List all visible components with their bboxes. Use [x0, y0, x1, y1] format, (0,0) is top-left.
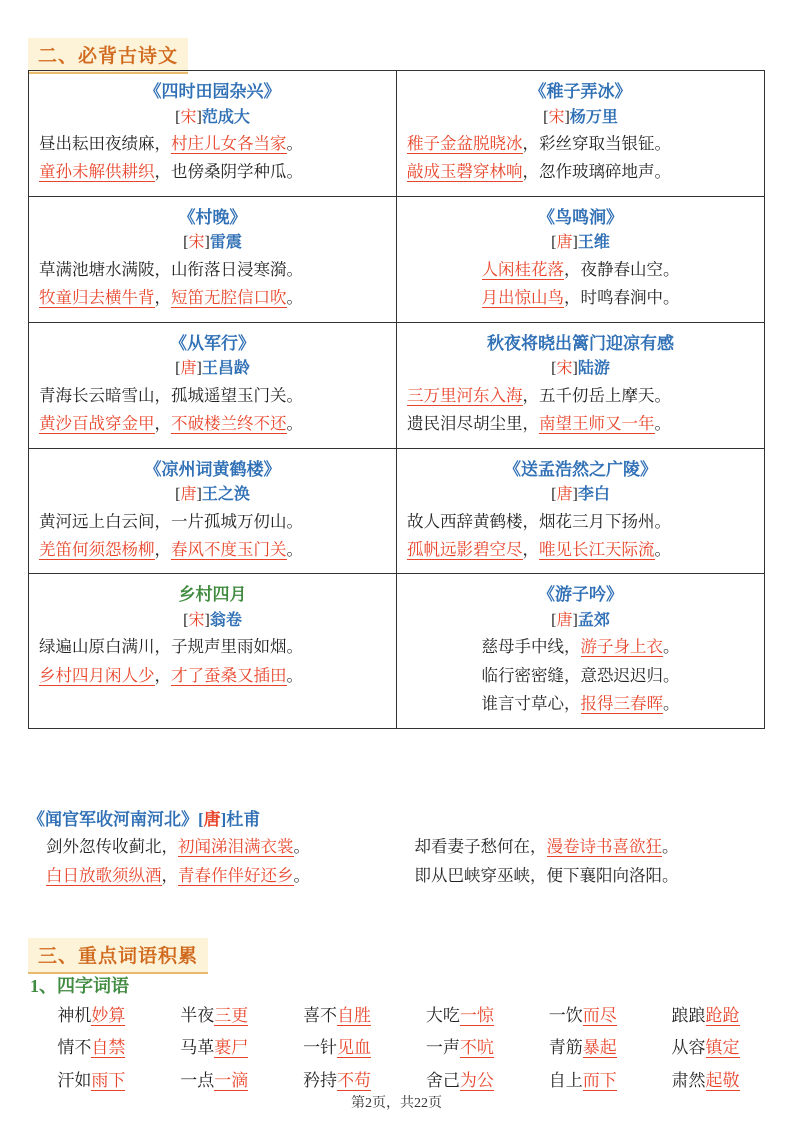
poem-author: [407, 608, 754, 634]
bottom-poem-right-column: [397, 833, 766, 890]
plain-text: ，: [154, 288, 171, 308]
plain-text: 神机: [57, 1006, 92, 1025]
poem-cell: [397, 448, 765, 574]
plain-text: ，: [154, 665, 171, 685]
word-item: [644, 1000, 767, 1032]
plain-text: 自上: [548, 1070, 583, 1090]
poem-dynasty: [宋]: [175, 108, 202, 126]
plain-text: 一饮: [548, 1006, 583, 1025]
word-item: [30, 1000, 153, 1032]
highlighted-text: 南望王师又一年: [539, 414, 655, 434]
highlighted-text: 妙算: [91, 1006, 126, 1025]
word-item: [30, 1032, 153, 1064]
plain-text: 草满池塘水满陂，山衔落日浸寒漪。: [39, 259, 303, 279]
plain-text: 昼出耘田夜绩麻，: [39, 134, 171, 154]
plain-text: 。: [286, 414, 303, 434]
bottom-poem-header: [28, 806, 765, 833]
poem-row: [29, 71, 765, 197]
word-item: [521, 1032, 644, 1064]
plain-text: 。: [293, 865, 310, 885]
highlighted-text: 雨下: [91, 1070, 126, 1090]
word-item: [644, 1032, 767, 1064]
word-item: [398, 1000, 521, 1032]
highlighted-text: 乡村四月闲人少: [39, 665, 155, 685]
poem-title: 《村晚》: [178, 207, 247, 227]
highlighted-text: 游子身上衣: [580, 637, 663, 657]
highlighted-text: 不吭: [459, 1038, 494, 1058]
highlighted-text: 三更: [214, 1006, 249, 1025]
bottom-poem-body: [28, 833, 765, 890]
highlighted-text: 漫卷诗书喜欲狂: [546, 837, 662, 857]
page-footer: 第2页，共22页: [351, 1096, 442, 1111]
poem-dynasty: [宋]: [183, 234, 210, 252]
highlighted-text: 人闲桂花落: [481, 259, 564, 279]
plain-text: 青筋: [548, 1038, 583, 1058]
highlighted-text: 黄沙百战穿金甲: [39, 414, 155, 434]
poem-line: [407, 536, 754, 564]
plain-text: ，: [522, 540, 539, 559]
poem-author-name: 翁卷: [209, 611, 242, 629]
highlighted-text: 三万里河东入海: [407, 385, 523, 405]
bottom-poem-author: 杜甫: [226, 810, 261, 829]
plain-text: 。: [286, 665, 303, 685]
poem-author-name: 李白: [577, 486, 610, 504]
word-row: [30, 1000, 770, 1032]
plain-text: 慈母手中线，: [481, 637, 581, 657]
poem-title: 秋夜将晓出篱门迎凉有感: [487, 333, 674, 353]
highlighted-text: 镇定: [705, 1038, 740, 1058]
words-section-header-wrap: [0, 938, 208, 974]
highlighted-text: 而下: [582, 1070, 617, 1090]
poem-line: [39, 130, 386, 158]
plain-text: 遗民泪尽胡尘里，: [407, 414, 539, 434]
poem-author-name: 王维: [577, 234, 610, 252]
plain-text: 一点: [180, 1070, 215, 1090]
poem-author: [407, 230, 754, 256]
poem-cell: [397, 574, 765, 728]
highlighted-text: 跄跄: [705, 1006, 740, 1025]
poem-author-name: 王之涣: [201, 486, 250, 504]
poem-author-name: 雷震: [209, 234, 242, 252]
poem-author: [407, 105, 754, 131]
poem-dynasty: [唐]: [551, 486, 578, 504]
poem-line: [407, 130, 754, 158]
poem-author: [39, 105, 386, 131]
plain-text: 青海长云暗雪山，孤城遥望玉门关。: [39, 385, 303, 405]
poem-author: [407, 356, 754, 382]
poem-cell: [397, 196, 765, 322]
highlighted-text: 而尽: [582, 1006, 617, 1025]
poem-line: [39, 633, 386, 661]
poem-row: [29, 574, 765, 728]
poem-dynasty: [唐]: [551, 611, 578, 629]
plain-text: 即从巴峡穿巫峡，便下襄阳向洛阳。: [414, 865, 679, 885]
highlighted-text: 裹尸: [214, 1038, 249, 1058]
highlighted-text: 为公: [459, 1070, 494, 1090]
poem-table-body: [29, 71, 765, 729]
highlighted-text: 不破楼兰终不还: [171, 414, 287, 434]
plain-text: 。: [286, 288, 303, 308]
highlighted-text: 短笛无腔信口吹: [171, 288, 287, 308]
plain-text: ，夜静春山空。: [564, 259, 680, 279]
highlighted-text: 见血: [337, 1038, 372, 1058]
highlighted-text: 童孙未解供耕织: [39, 162, 155, 182]
highlighted-text: 不苟: [337, 1070, 372, 1090]
plain-text: 。: [293, 837, 310, 857]
poem-author-name: 陆游: [577, 360, 610, 378]
poem-line: [39, 382, 386, 410]
plain-text: ，彩丝穿取当银钲。: [522, 134, 671, 154]
plain-text: 剑外忽传收蓟北，: [46, 837, 178, 857]
plain-text: 大吃: [425, 1006, 460, 1025]
bottom-poem-dynasty: [唐]: [198, 810, 227, 829]
bottom-poem: [28, 806, 765, 890]
poem-line: [407, 410, 754, 438]
poem-author: [39, 230, 386, 256]
highlighted-text: 才了蚕桑又插田: [171, 665, 287, 685]
plain-text: 谁言寸草心，: [481, 694, 581, 714]
poem-author-name: 孟郊: [577, 611, 610, 629]
poem-line: [39, 256, 386, 284]
plain-text: 情不: [57, 1038, 92, 1058]
highlighted-text: 月出惊山鸟: [481, 288, 564, 308]
poem-cell: [29, 322, 397, 448]
plain-text: 汗如: [57, 1070, 92, 1090]
plain-text: 半夜: [180, 1006, 215, 1025]
highlighted-text: 羌笛何须怨杨柳: [39, 540, 155, 559]
bottom-poem-left-column: [28, 833, 397, 890]
poem-line: [407, 284, 754, 312]
plain-text: 。: [663, 637, 680, 657]
plain-text: 肃然: [671, 1070, 706, 1090]
highlighted-text: 村庄儿女各当家: [171, 134, 287, 154]
poem-dynasty: [宋]: [543, 108, 570, 126]
poem-dynasty: [唐]: [175, 486, 202, 504]
poem-author-name: 杨万里: [569, 108, 618, 126]
word-row: [30, 1032, 770, 1064]
poem-dynasty: [唐]: [551, 234, 578, 252]
plain-text: ，忽作玻璃碎地声。: [522, 162, 671, 182]
poetry-section-header: 二、必背古诗文: [28, 38, 188, 74]
plain-text: ，: [154, 414, 171, 434]
plain-text: 临行密密缝，意恐迟迟归。: [481, 665, 680, 685]
poem-title: 《稚子弄冰》: [529, 82, 632, 101]
word-item: [153, 1000, 276, 1032]
poem-line: [397, 833, 766, 861]
poem-author: [407, 482, 754, 508]
words-section-header: 三、重点词语积累: [28, 938, 208, 974]
poem-title: 乡村四月: [178, 585, 247, 605]
highlighted-text: 稚子金盆脱晓冰: [407, 134, 523, 154]
poem-line: [39, 410, 386, 438]
word-list: [30, 1000, 770, 1097]
highlighted-text: 一滴: [214, 1070, 249, 1090]
plain-text: 。: [654, 414, 671, 434]
poem-cell: [29, 448, 397, 574]
poem-line: [407, 633, 754, 661]
plain-text: 一针: [303, 1038, 338, 1058]
poem-author-name: 王昌龄: [201, 360, 250, 378]
highlighted-text: 自胜: [337, 1006, 372, 1025]
highlighted-text: 青春作伴好还乡: [178, 865, 294, 885]
highlighted-text: 起敬: [705, 1070, 740, 1090]
poem-line: [39, 284, 386, 312]
plain-text: ，: [154, 540, 171, 559]
plain-text: 。: [662, 837, 679, 857]
highlighted-text: 报得三春晖: [580, 694, 663, 714]
plain-text: 矜持: [303, 1070, 338, 1090]
poem-dynasty: [唐]: [175, 360, 202, 378]
plain-text: 踉踉: [671, 1006, 706, 1025]
plain-text: 。: [663, 694, 680, 714]
poem-dynasty: [宋]: [551, 360, 578, 378]
highlighted-text: 初闻涕泪满衣裳: [178, 837, 294, 857]
plain-text: ，也傍桑阴学种瓜。: [154, 162, 303, 182]
poem-cell: [29, 196, 397, 322]
plain-text: ，: [161, 865, 178, 885]
poem-cell: [397, 322, 765, 448]
plain-text: 绿遍山原白满川，子规声里雨如烟。: [39, 637, 303, 657]
plain-text: ，五千仞岳上摩天。: [522, 385, 671, 405]
poem-line: [39, 158, 386, 186]
poem-line: [28, 862, 397, 890]
poem-line: [39, 662, 386, 690]
highlighted-text: 一惊: [459, 1006, 494, 1025]
poem-author: [39, 608, 386, 634]
poem-row: [29, 322, 765, 448]
poem-title: 《四时田园杂兴》: [144, 82, 281, 101]
plain-text: 马革: [180, 1038, 215, 1058]
plain-text: 。: [286, 134, 303, 154]
poem-title: 《从军行》: [170, 333, 255, 353]
poem-line: [28, 833, 397, 861]
poem-line: [39, 536, 386, 564]
poem-row: [29, 196, 765, 322]
plain-text: 故人西辞黄鹤楼，烟花三月下扬州。: [407, 511, 671, 531]
plain-text: ，时鸣春涧中。: [564, 288, 680, 308]
plain-text: 舍己: [425, 1070, 460, 1090]
plain-text: 从容: [671, 1038, 706, 1058]
highlighted-text: 暴起: [582, 1038, 617, 1058]
word-item: [276, 1032, 399, 1064]
poem-author: [39, 482, 386, 508]
highlighted-text: 孤帆远影碧空尽: [407, 540, 523, 559]
highlighted-text: 牧童归去横牛背: [39, 288, 155, 308]
plain-text: 。: [286, 540, 303, 559]
bottom-poem-title: 《闻官军收河南河北》: [28, 810, 198, 829]
word-item: [276, 1000, 399, 1032]
highlighted-text: 白日放歌须纵酒: [46, 865, 162, 885]
poem-row: [29, 448, 765, 574]
highlighted-text: 唯见长江天际流: [539, 540, 655, 559]
poem-title: 《凉州词黄鹤楼》: [144, 459, 281, 479]
poem-cell: [29, 574, 397, 728]
highlighted-text: 自禁: [91, 1038, 126, 1058]
poem-line: [397, 862, 766, 890]
plain-text: 却看妻子愁何在，: [414, 837, 547, 857]
highlighted-text: 春风不度玉门关: [171, 540, 287, 559]
plain-text: 喜不: [303, 1006, 338, 1025]
poem-cell: [397, 71, 765, 197]
plain-text: 黄河远上白云间，一片孤城万仞山。: [39, 511, 303, 531]
poem-table: [28, 70, 765, 729]
poetry-section-header-wrap: [0, 38, 188, 74]
poem-line: [39, 508, 386, 536]
poem-line: [407, 690, 754, 718]
word-item: [521, 1000, 644, 1032]
word-item: [398, 1032, 521, 1064]
poem-line: [407, 256, 754, 284]
plain-text: 一声: [425, 1038, 460, 1058]
poem-author-name: 范成大: [201, 108, 250, 126]
poem-line: [407, 158, 754, 186]
poem-dynasty: [宋]: [183, 611, 210, 629]
word-item: [153, 1032, 276, 1064]
poem-title: 《送孟浩然之广陵》: [504, 459, 657, 479]
words-subheading: 1、四字词语: [30, 976, 129, 996]
poem-line: [407, 508, 754, 536]
plain-text: 。: [654, 540, 671, 559]
poem-author: [39, 356, 386, 382]
poem-title: 《游子吟》: [538, 585, 623, 605]
poem-line: [407, 662, 754, 690]
poem-title: 《鸟鸣涧》: [538, 207, 623, 227]
poem-line: [407, 382, 754, 410]
poem-cell: [29, 71, 397, 197]
highlighted-text: 敲成玉磬穿林响: [407, 162, 523, 182]
